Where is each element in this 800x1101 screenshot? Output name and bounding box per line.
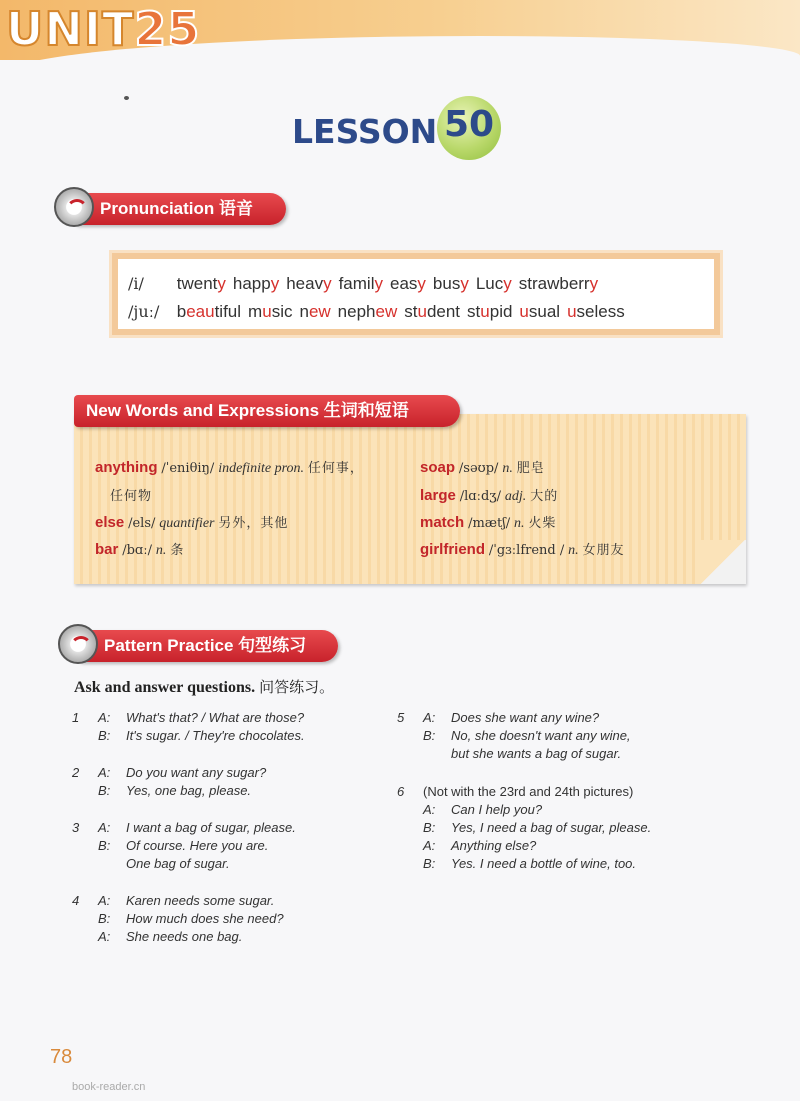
speaker-label: B: xyxy=(98,838,111,853)
meaning: 条 xyxy=(170,542,185,557)
part-of-speech: n. xyxy=(502,461,513,476)
pron-word: easy xyxy=(389,274,426,293)
meaning: 任何事， xyxy=(307,460,364,475)
dialog-line: How much does she need? xyxy=(126,911,284,926)
pron-word: beautiful xyxy=(176,302,242,321)
watermark: book-reader.cn xyxy=(72,1081,146,1093)
pron-row-i xyxy=(128,274,605,294)
speaker-label: B: xyxy=(423,820,436,835)
word-entry-else xyxy=(95,512,288,532)
instruction-en: Ask and answer questions. xyxy=(74,679,256,696)
pronunciation-box xyxy=(112,253,720,335)
headphones-icon xyxy=(54,187,94,227)
speaker-label: A: xyxy=(98,893,111,908)
part-of-speech: n. xyxy=(155,543,167,558)
part-of-speech: n. xyxy=(568,543,579,558)
phonetic: /els/ xyxy=(128,516,156,531)
dialog-number: 3 xyxy=(72,820,80,835)
speaker-label: B: xyxy=(98,728,111,743)
word-entry-anything xyxy=(95,457,364,477)
phonetic: /ˈeniθiŋ/ xyxy=(161,461,215,476)
speaker-label: A: xyxy=(98,929,111,944)
phonetic-symbol: /juː/ xyxy=(128,302,160,321)
word-entry-large xyxy=(420,485,558,505)
speaker-label: A: xyxy=(423,802,436,817)
new-words-header-label: New Words and Expressions 生词和短语 xyxy=(86,401,409,420)
headphones-icon xyxy=(58,624,98,664)
speaker-label: A: xyxy=(423,710,436,725)
dialog-line: Yes, I need a bag of sugar, please. xyxy=(451,820,652,835)
dialog-line: Karen needs some sugar. xyxy=(126,893,275,908)
pron-word: heavy xyxy=(286,274,332,293)
dialog-line: Yes, one bag, please. xyxy=(126,783,252,798)
dialog-line: I want a bag of sugar, please. xyxy=(126,820,296,835)
lesson-word: LESSON xyxy=(292,112,438,151)
dialog-number: 4 xyxy=(72,893,80,908)
dialog-line: Do you want any sugar? xyxy=(126,765,267,780)
dialog-line: No, she doesn't want any wine, xyxy=(451,728,631,743)
instruction-cn: 问答练习。 xyxy=(259,678,335,696)
dialog-number: 6 xyxy=(397,784,405,799)
headword: large xyxy=(420,487,456,504)
dialog-line: What's that? / What are those? xyxy=(126,710,305,725)
pron-word: student xyxy=(404,302,461,321)
meaning: 火柴 xyxy=(528,515,557,530)
pron-word: strawberry xyxy=(518,274,599,293)
phonetic-symbol: /i/ xyxy=(128,274,144,293)
speaker-label: B: xyxy=(423,856,436,871)
pron-word: useless xyxy=(567,302,625,321)
pron-word: busy xyxy=(432,274,469,293)
dialog-line: Can I help you? xyxy=(451,802,543,817)
phonetic: /ˈgɜːlfrend / xyxy=(488,543,565,558)
pron-word: stupid xyxy=(467,302,513,321)
page-number: 78 xyxy=(50,1046,73,1068)
word-entry-anything-cont: 任何物 xyxy=(110,488,153,503)
pron-row-ju xyxy=(128,302,632,322)
instruction xyxy=(74,676,334,697)
unit-number: 25 xyxy=(134,2,201,56)
headword: soap xyxy=(420,459,456,476)
dialog-number: 5 xyxy=(397,710,405,725)
speck xyxy=(124,96,129,100)
pron-word: happy xyxy=(232,274,280,293)
part-of-speech: adj. xyxy=(504,489,527,504)
dialog-line: She needs one bag. xyxy=(126,929,243,944)
speaker-label: A: xyxy=(423,838,436,853)
pron-word: family xyxy=(338,274,383,293)
dialog-line: Does she want any wine? xyxy=(451,710,600,725)
pron-word: new xyxy=(299,302,331,321)
meaning: 另外，其他 xyxy=(218,515,289,530)
pronunciation-header xyxy=(74,193,286,225)
word-entry-soap xyxy=(420,457,545,477)
part-of-speech: n. xyxy=(514,516,525,531)
page-curl xyxy=(700,540,746,584)
pattern-practice-header xyxy=(78,630,338,662)
headword: girlfriend xyxy=(420,541,486,558)
pronunciation-header-label: Pronunciation 语音 xyxy=(100,199,253,218)
dialog-number: 2 xyxy=(72,765,80,780)
new-words-header xyxy=(74,395,460,427)
pron-word: twenty xyxy=(176,274,226,293)
pron-word: music xyxy=(248,302,293,321)
speaker-label: A: xyxy=(98,765,111,780)
speaker-label: B: xyxy=(423,728,436,743)
speaker-label: A: xyxy=(98,820,111,835)
headword: anything xyxy=(95,459,158,476)
phonetic: /səʊp/ xyxy=(458,461,499,476)
speaker-label: B: xyxy=(98,783,111,798)
dialog-number: 1 xyxy=(72,710,80,725)
dialog-line: Yes. I need a bottle of wine, too. xyxy=(451,856,637,871)
headword: else xyxy=(95,514,125,531)
dialog-note: (Not with the 23rd and 24th pictures) xyxy=(423,784,634,799)
meaning: 女朋友 xyxy=(582,542,625,557)
meaning: 肥皂 xyxy=(516,460,545,475)
phonetic: /mætʃ/ xyxy=(468,516,511,531)
unit-title xyxy=(6,2,200,56)
pron-word: nephew xyxy=(337,302,398,321)
dialog-line: One bag of sugar. xyxy=(126,856,230,871)
headword: bar xyxy=(95,541,119,558)
pron-word: Lucy xyxy=(475,274,512,293)
dialog-line: It's sugar. / They're chocolates. xyxy=(126,728,305,743)
dialog-line: but she wants a bag of sugar. xyxy=(451,746,622,761)
headword: match xyxy=(420,514,465,531)
speaker-label: A: xyxy=(98,710,111,725)
word-entry-bar xyxy=(95,539,184,559)
part-of-speech: quantifier xyxy=(159,516,215,531)
speaker-label: B: xyxy=(98,911,111,926)
meaning: 大的 xyxy=(530,488,559,503)
pattern-practice-header-label: Pattern Practice 句型练习 xyxy=(104,636,307,655)
lesson-number: 50 xyxy=(443,104,495,145)
dialog-line: Anything else? xyxy=(451,838,537,853)
word-entry-girlfriend xyxy=(420,539,625,559)
phonetic: /lɑːdʒ/ xyxy=(459,489,502,504)
dialog-line: Of course. Here you are. xyxy=(126,838,269,853)
part-of-speech: indefinite pron. xyxy=(218,461,305,476)
unit-word: UNIT xyxy=(6,2,135,56)
phonetic: /bɑː/ xyxy=(122,543,153,558)
pron-word: usual xyxy=(519,302,561,321)
word-entry-match xyxy=(420,512,556,532)
